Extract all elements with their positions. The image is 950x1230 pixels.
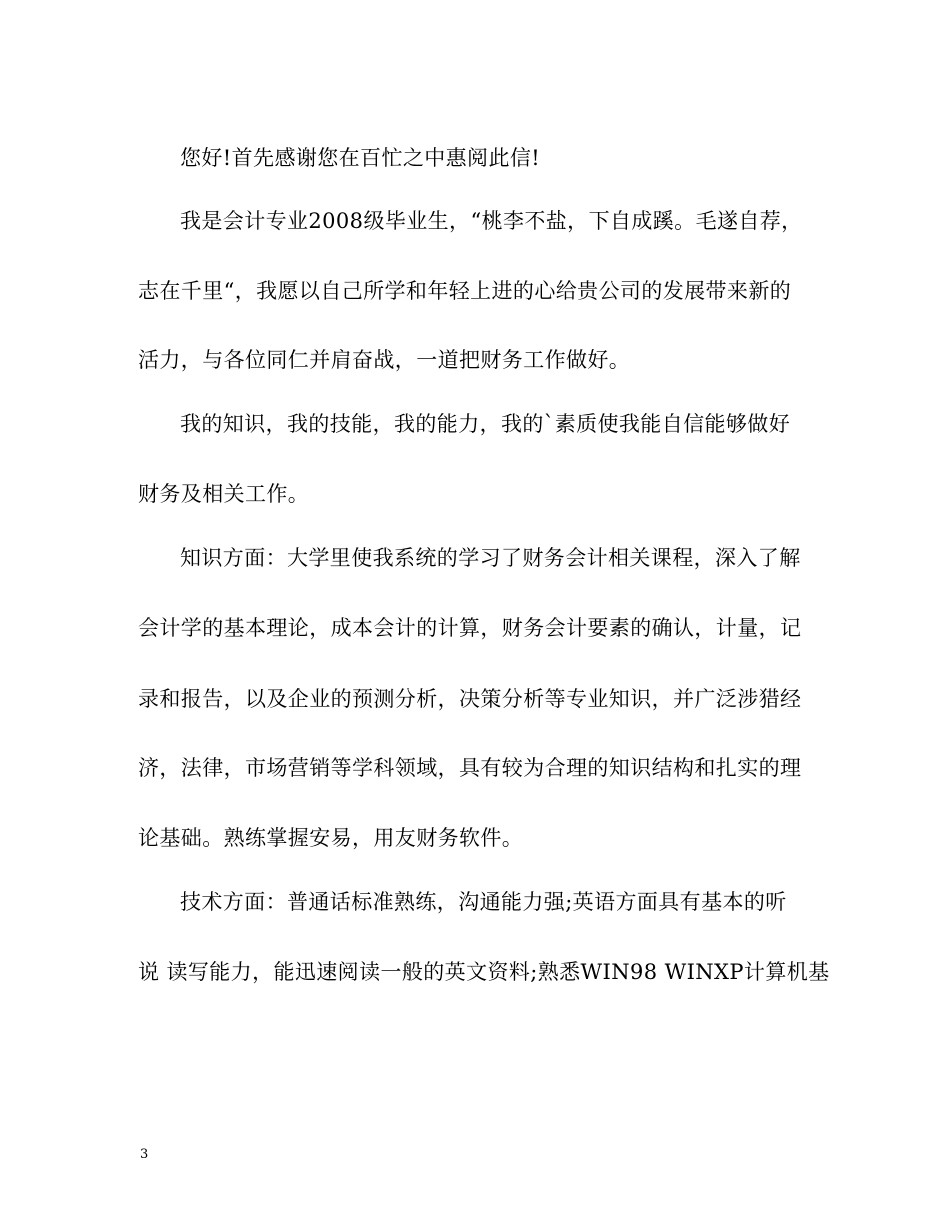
skills-line-2: 说 读写能力，能迅速阅读一般的英文资料;熟悉WIN98 WINXP计算机基: [138, 960, 830, 984]
knowledge-line-4: 济，法律，市场营销等学科领域，具有较为合理的知识结构和扎实的理: [138, 756, 802, 780]
knowledge-line-3: 录和报告，以及企业的预测分析，决策分析等专业知识，并广泛涉猎经: [138, 687, 802, 711]
knowledge-line-5: 论基础。熟练掌握安易，用友财务软件。: [138, 826, 524, 850]
skills-line-1: 技术方面：普通话标准熟练，沟通能力强;英语方面具有基本的听: [180, 890, 787, 914]
knowledge-line-2: 会计学的基本理论，成本会计的计算，财务会计要素的确认，计量，记: [138, 616, 802, 640]
confidence-line-1: 我的知识，我的技能，我的能力，我的`素质使我能自信能够做好: [180, 412, 791, 436]
introduction-line-3: 活力，与各位同仁并肩奋战，一道把财务工作做好。: [138, 348, 631, 372]
knowledge-line-1: 知识方面：大学里使我系统的学习了财务会计相关课程，深入了解: [180, 546, 801, 570]
introduction-line-1: 我是会计专业2008级毕业生，“桃李不盐，下自成蹊。毛遂自荐，: [180, 209, 803, 233]
page-number: 3: [140, 1147, 149, 1162]
confidence-line-2: 财务及相关工作。: [138, 482, 310, 506]
introduction-line-2: 志在千里“，我愿以自己所学和年轻上进的心给贵公司的发展带来新的: [138, 279, 792, 303]
greeting-line: 您好!首先感谢您在百忙之中惠阅此信!: [180, 146, 541, 170]
